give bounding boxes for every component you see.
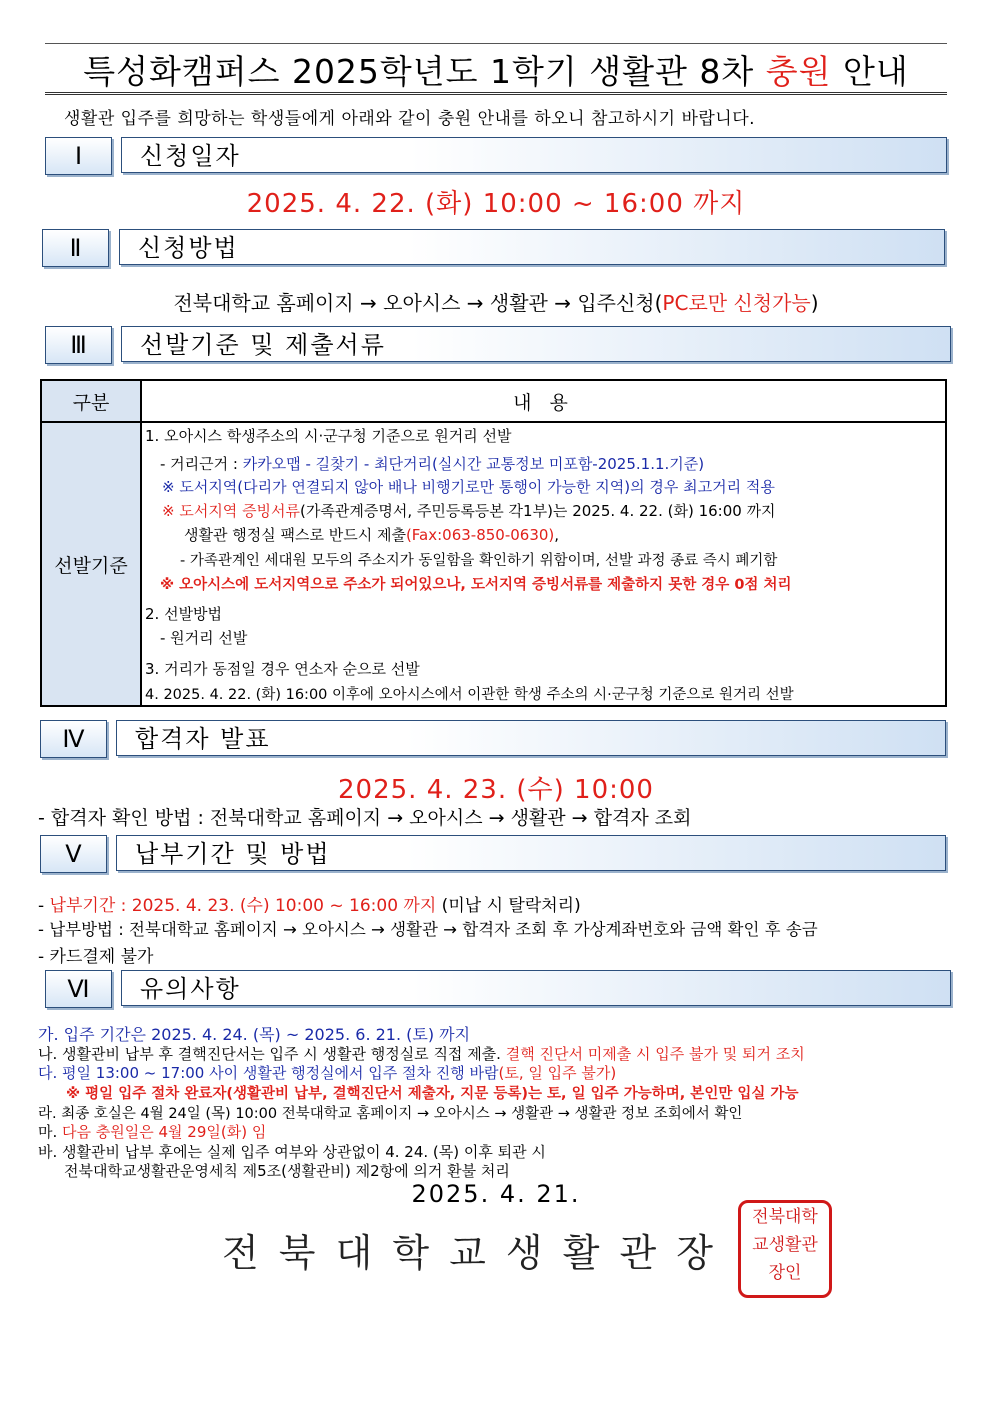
criteria-text-red: (Fax:063-850-0630) xyxy=(405,526,555,544)
note-text-red: 결핵 진단서 미제출 시 입주 불가 및 퇴거 조치 xyxy=(500,1045,805,1063)
apply-method-emphasis: PC로만 신청가능 xyxy=(662,291,811,315)
criteria-text: (가족관계증명서, 주민등록등본 각1부)는 2025. 4. 22. (화) 16:00 까지 xyxy=(300,502,776,520)
criteria-text-red: ※ 도서지역 증빙서류 xyxy=(162,502,301,520)
seal-text: 전북대학 xyxy=(752,1207,818,1227)
section-6-label: 유의사항 xyxy=(121,970,951,1006)
apply-date: 2025. 4. 22. (화) 10:00 ~ 16:00 까지 xyxy=(246,189,746,219)
payment-text: - xyxy=(38,896,50,916)
criteria-line: 4. 2025. 4. 22. (화) 16:00 이후에 오아시스에서 이관한 학생 주소의 시·군구청 기준으로 원거리 선발 xyxy=(145,687,794,703)
criteria-text: - 거리근거 : xyxy=(160,455,243,473)
section-5-label: 납부기간 및 방법 xyxy=(116,835,946,871)
criteria-text: 생활관 행정실 팩스로 반드시 제출 xyxy=(184,526,406,544)
note-line: ※ 평일 입주 절차 완료자(생활관비 납부, 결핵진단서 제출자, 지문 등록)는 토, 일 입주 가능하며, 본인만 입실 가능 xyxy=(66,1086,799,1102)
note-text: 마. xyxy=(38,1123,63,1141)
apply-method-end: ) xyxy=(810,291,819,315)
title-box xyxy=(45,43,947,95)
seal-text: 장인 xyxy=(768,1263,802,1283)
section-3-number: Ⅲ xyxy=(45,326,112,364)
note-text: 나. 생활관비 납부 후 결핵진단서는 입주 시 생활관 행정실로 직접 제출. xyxy=(38,1045,501,1063)
note-text: 다. 평일 13:00 ~ 17:00 사이 생활관 행정실에서 입주 절차 진행 바람 xyxy=(38,1064,499,1082)
note-text-red: 다음 충원일은 4월 29일(화) 임 xyxy=(62,1123,267,1141)
payment-card: - 카드결제 불가 xyxy=(38,947,154,967)
section-5-number: Ⅴ xyxy=(40,835,107,873)
criteria-line: - 원거리 선발 xyxy=(160,629,248,647)
payment-method: - 납부방법 : 전북대학교 홈페이지 → 오아시스 → 생활관 → 합격자 조회 후 가상계좌번호와 금액 확인 후 송금 xyxy=(38,920,818,939)
apply-method xyxy=(45,287,947,316)
criteria-lines xyxy=(142,423,945,705)
title-text-end: 안내 xyxy=(831,52,909,91)
page-title xyxy=(45,46,947,93)
section-2-label: 신청방법 xyxy=(119,229,945,265)
note-line xyxy=(38,1062,616,1083)
criteria-line xyxy=(162,500,776,521)
criteria-line xyxy=(184,524,559,545)
table-header-row xyxy=(41,380,946,422)
criteria-text: , xyxy=(554,526,560,544)
note-line xyxy=(38,1043,805,1064)
note-line xyxy=(38,1121,266,1142)
note-line: 가. 입주 기간은 2025. 4. 24. (목) ~ 2025. 6. 21. (토) 까지 xyxy=(38,1025,471,1044)
section-3-label: 선발기준 및 제출서류 xyxy=(121,326,951,362)
issue-date: 2025. 4. 21. xyxy=(411,1180,581,1208)
official-seal xyxy=(738,1200,832,1298)
section-2-number: Ⅱ xyxy=(42,229,109,267)
section-4-number: Ⅳ xyxy=(40,720,107,758)
criteria-line xyxy=(160,453,704,474)
table-row-label: 선발기준 xyxy=(41,422,141,706)
criteria-line: - 가족관계인 세대원 모두의 주소지가 동일함을 확인하기 위함이며, 선발 과정 종료 즉시 폐기함 xyxy=(180,553,778,569)
intro-text: 생활관 입주를 희망하는 학생들에게 아래와 같이 충원 안내를 하오니 참고하시기 바랍니다. xyxy=(64,109,756,129)
section-6-number: Ⅵ xyxy=(45,970,112,1008)
title-emphasis: 충원 xyxy=(765,52,832,91)
payment-period xyxy=(38,891,581,916)
payment-period-emphasis: 납부기간 : 2025. 4. 23. (수) 10:00 ~ 16:00 까지 xyxy=(49,896,437,916)
note-line: 전북대학교생활관운영세칙 제5조(생활관비) 제2항에 의거 환불 처리 xyxy=(64,1162,510,1180)
title-text: 특성화캠퍼스 2025학년도 1학기 생활관 8차 xyxy=(83,52,766,91)
announce-date: 2025. 4. 23. (수) 10:00 xyxy=(338,775,654,805)
criteria-table xyxy=(40,379,947,707)
criteria-text-blue: 카카오맵 - 길찾기 - 최단거리(실시간 교통정보 미포함-2025.1.1.기준) xyxy=(242,455,705,473)
section-1-label: 신청일자 xyxy=(121,137,947,173)
issuer-name: 전 북 대 학 교 생 활 관 장 xyxy=(222,1231,718,1275)
note-text-red: (토, 일 입주 불가) xyxy=(498,1064,617,1082)
table-row xyxy=(41,422,946,706)
apply-method-text: 전북대학교 홈페이지 → 오아시스 → 생활관 → 입주신청( xyxy=(173,291,663,315)
table-header-category: 구분 xyxy=(41,380,141,422)
criteria-line: 3. 거리가 동점일 경우 연소자 순으로 선발 xyxy=(145,660,420,678)
section-1-number: Ⅰ xyxy=(45,137,112,175)
criteria-line: 1. 오아시스 학생주소의 시·군구청 기준으로 원거리 선발 xyxy=(145,427,512,445)
criteria-line: ※ 도서지역(다리가 연결되지 않아 배나 비행기로만 통행이 가능한 지역)의 경우 최고거리 적용 xyxy=(162,478,775,496)
announce-method: - 합격자 확인 방법 : 전북대학교 홈페이지 → 오아시스 → 생활관 → 합격자 조회 xyxy=(38,807,692,829)
payment-text: (미납 시 탈락처리) xyxy=(436,896,581,916)
criteria-line: 2. 선발방법 xyxy=(145,605,223,623)
table-header-content: 내 용 xyxy=(141,380,946,422)
criteria-line: ※ 오아시스에 도서지역으로 주소가 되어있으나, 도서지역 증빙서류를 제출하지 못한 경우 0점 처리 xyxy=(160,577,792,593)
table-row-content xyxy=(141,422,946,706)
note-line: 바. 생활관비 납부 후에는 실제 입주 여부와 상관없이 4. 24. (목) 이후 퇴관 시 xyxy=(38,1143,546,1161)
seal-text: 교생활관 xyxy=(752,1235,818,1255)
note-line: 라. 최종 호실은 4월 24일 (목) 10:00 전북대학교 홈페이지 → 오아시스 → 생활관 → 생활관 정보 조회에서 확인 xyxy=(38,1106,743,1122)
section-4-label: 합격자 발표 xyxy=(116,720,946,756)
